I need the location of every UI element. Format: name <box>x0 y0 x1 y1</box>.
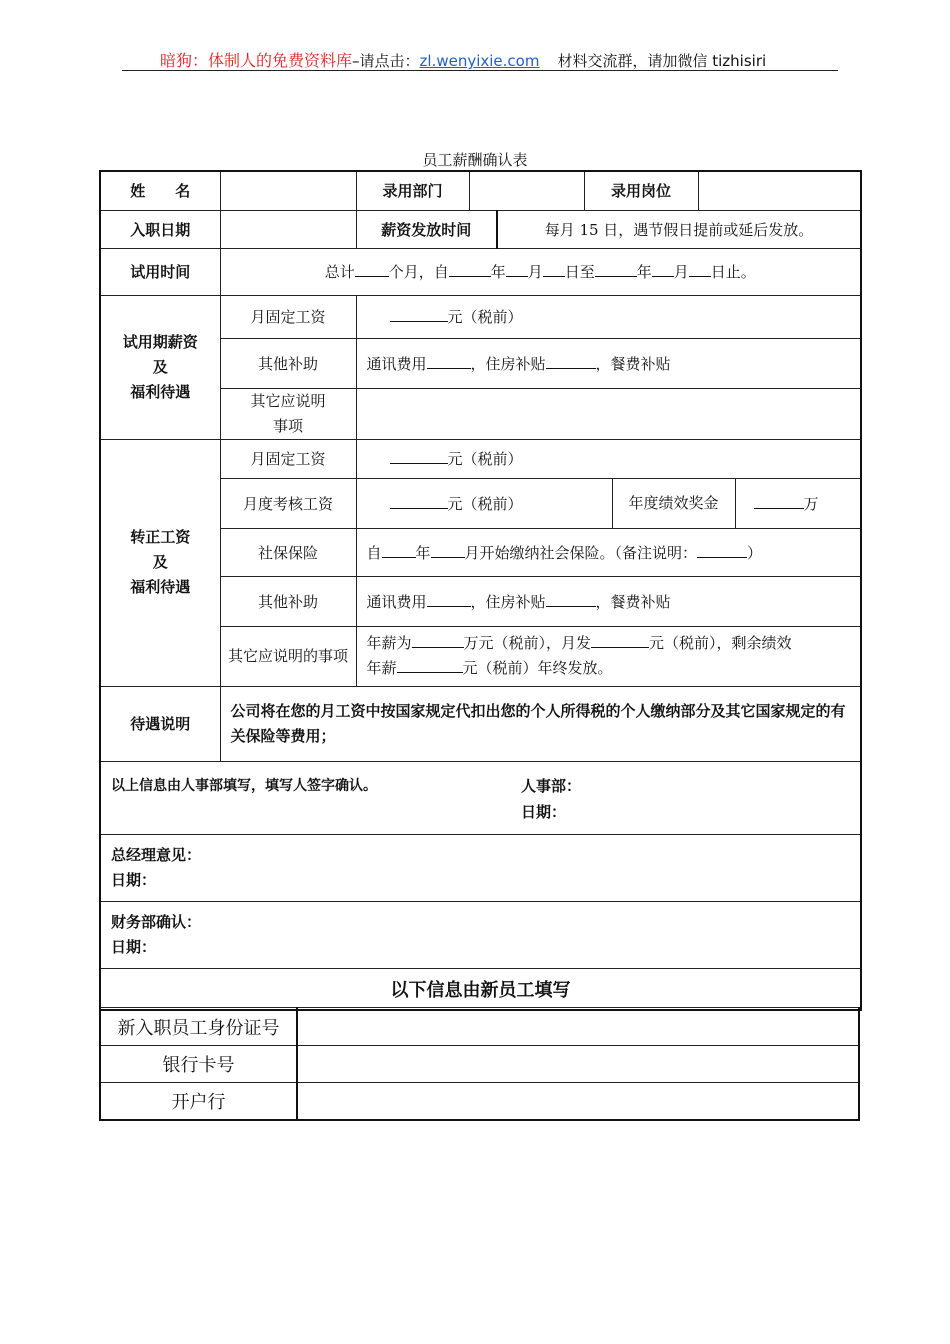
probation-fixed-value <box>356 295 861 338</box>
header-note: 材料交流群，请加微信 tizhisiri <box>557 52 767 70</box>
id-number-field[interactable] <box>297 1008 859 1046</box>
header-prompt: –请点击： <box>352 52 420 70</box>
pt-start-month-blank[interactable] <box>506 262 528 277</box>
name-field[interactable] <box>220 171 356 210</box>
finance-section <box>100 901 861 968</box>
regular-group-label <box>100 439 220 686</box>
pt-month2: 月 <box>673 263 689 281</box>
other-d: 年薪 <box>366 659 397 677</box>
regular-bonus-unit: 万 <box>803 494 819 513</box>
social-a: 自 <box>366 543 382 562</box>
regular-social-label: 社保保险 <box>220 528 356 576</box>
hr-dept: 人事部： <box>521 776 582 795</box>
finance-date: 日期： <box>111 937 157 956</box>
regular-fixed-blank[interactable] <box>390 449 448 464</box>
header-link[interactable]: zl.wenyixie.com <box>419 52 540 70</box>
regular-subsidy-label: 其他补助 <box>220 576 356 626</box>
social-year-blank[interactable] <box>382 543 416 558</box>
probation-other-label: 其它应说明事项 <box>220 388 356 439</box>
regular-bonus-value <box>735 478 861 528</box>
bank-card-field[interactable] <box>297 1046 859 1083</box>
regular-fixed-unit: 元（税前） <box>447 450 523 468</box>
regular-housing-blank[interactable] <box>546 592 596 607</box>
probation-fixed-blank[interactable] <box>390 307 448 322</box>
annual-salary-blank[interactable] <box>412 633 464 648</box>
form-title: 员工薪酬确认表 <box>422 151 528 169</box>
probation-fixed-label: 月固定工资 <box>220 295 356 338</box>
probation-time-value <box>220 248 861 295</box>
other-e: 元（税前）年终发放。 <box>462 659 613 677</box>
salary-confirmation-table <box>99 170 862 1011</box>
gm-section <box>100 834 861 901</box>
regular-bonus-blank[interactable] <box>754 494 804 509</box>
regular-fixed-value <box>356 439 861 478</box>
pt-to: 日至 <box>564 263 595 281</box>
name-label: 姓 名 <box>100 171 220 210</box>
pt-from: 个月，自 <box>388 263 449 281</box>
row-name <box>100 171 861 210</box>
pt-end-year-blank[interactable] <box>595 262 637 277</box>
regular-label-3: 福利待遇 <box>130 578 191 596</box>
other-b: 万元（税前），月发 <box>463 634 592 652</box>
probation-subsidy-b: ，住房补贴 <box>470 354 546 373</box>
treatment-text: 公司将在您的月工资中按国家规定代扣出您的个人所得税的个人缴纳部分及其它国家规定的有关保险等费用； <box>220 686 861 761</box>
hr-section <box>100 761 861 834</box>
regular-fixed-label: 月固定工资 <box>220 439 356 478</box>
pt-year1: 年 <box>490 263 506 281</box>
performance-salary-blank[interactable] <box>397 658 463 673</box>
probation-fixed-unit: 元（税前） <box>447 308 523 326</box>
treatment-label: 待遇说明 <box>100 686 220 761</box>
regular-comm-blank[interactable] <box>427 592 471 607</box>
regular-assess-label: 月度考核工资 <box>220 478 356 528</box>
pay-time-value: 每月 15 日，遇节假日提前或延后发放。 <box>497 210 861 248</box>
row-entry <box>100 210 861 248</box>
pt-total: 总计 <box>324 263 355 281</box>
bank-branch-field[interactable] <box>297 1083 859 1120</box>
row-bank-card <box>100 1046 859 1083</box>
probation-subsidy-label: 其他补助 <box>220 338 356 388</box>
social-month-blank[interactable] <box>431 543 465 558</box>
row-bank-branch <box>100 1083 859 1120</box>
regular-social-value <box>356 528 861 576</box>
pt-start-year-blank[interactable] <box>449 262 491 277</box>
regular-subsidy-value <box>356 576 861 626</box>
post-label: 录用岗位 <box>584 171 698 210</box>
dept-label: 录用部门 <box>356 171 469 210</box>
other-c: 元（税前），剩余绩效 <box>649 634 792 652</box>
hr-note: 以上信息由人事部填写，填写人签字确认。 <box>111 777 377 794</box>
regular-label-1: 转正工资 <box>130 528 191 546</box>
row-probation-time <box>100 248 861 295</box>
post-field[interactable] <box>698 171 861 210</box>
regular-assess-blank[interactable] <box>390 494 448 509</box>
row-finance <box>100 901 861 968</box>
probation-subsidy-value <box>356 338 861 388</box>
row-probation-fixed <box>100 295 861 338</box>
monthly-pay-blank[interactable] <box>591 633 649 648</box>
social-note-blank[interactable] <box>697 543 747 558</box>
entry-date-label: 入职日期 <box>100 210 220 248</box>
row-regular-fixed <box>100 439 861 478</box>
hr-date: 日期： <box>521 802 567 821</box>
pt-start-day-blank[interactable] <box>543 262 565 277</box>
pt-end-day-blank[interactable] <box>689 262 711 277</box>
probation-subsidy-c: ，餐费补贴 <box>595 354 671 373</box>
row-id-number <box>100 1008 859 1046</box>
social-c: 月开始缴纳社会保险。（备注说明： <box>464 543 698 562</box>
regular-assess-value <box>356 478 612 528</box>
row-employee-heading <box>100 968 861 1010</box>
row-treatment <box>100 686 861 761</box>
probation-label-3: 福利待遇 <box>130 382 191 401</box>
pt-year2: 年 <box>636 263 652 281</box>
pay-time-label: 薪资发放时间 <box>356 210 497 248</box>
social-b: 年 <box>415 543 431 562</box>
regular-other-value <box>356 626 861 686</box>
probation-subsidy-a: 通讯费用 <box>366 354 427 373</box>
header-brand: 暗狗：体制人的免费资料库 <box>160 51 353 70</box>
pt-end-month-blank[interactable] <box>652 262 674 277</box>
probation-time-label: 试用时间 <box>100 248 220 295</box>
bank-card-label: 银行卡号 <box>100 1046 297 1083</box>
dept-field[interactable] <box>469 171 584 210</box>
finance-confirm: 财务部确认： <box>111 912 202 931</box>
entry-date-field[interactable] <box>220 210 356 248</box>
pt-end: 日止。 <box>710 263 756 281</box>
employee-heading: 以下信息由新员工填写 <box>100 968 861 1010</box>
pt-month1: 月 <box>527 263 543 281</box>
regular-label-2: 及 <box>152 553 168 571</box>
probation-comm-blank[interactable] <box>427 354 471 369</box>
employee-info-table <box>99 1007 860 1121</box>
regular-subsidy-c: ，餐费补贴 <box>595 592 671 611</box>
probation-label-1: 试用期薪资 <box>122 332 198 351</box>
page-header <box>122 44 838 71</box>
regular-bonus-label: 年度绩效奖金 <box>612 478 735 528</box>
probation-group-label <box>100 295 220 439</box>
id-number-label: 新入职员工身份证号 <box>100 1008 297 1046</box>
gm-date: 日期： <box>111 870 157 889</box>
regular-other-label: 其它应说明的事项 <box>220 626 356 686</box>
probation-other-field[interactable] <box>356 388 861 439</box>
gm-opinion: 总经理意见： <box>111 845 202 864</box>
regular-subsidy-b: ，住房补贴 <box>470 592 546 611</box>
regular-assess-unit: 元（税前） <box>447 494 523 513</box>
regular-subsidy-a: 通讯费用 <box>366 592 427 611</box>
other-a: 年薪为 <box>366 634 412 652</box>
row-gm <box>100 834 861 901</box>
row-hr <box>100 761 861 834</box>
social-d: ） <box>747 543 763 562</box>
pt-months-blank[interactable] <box>355 262 389 277</box>
bank-branch-label: 开户行 <box>100 1083 297 1120</box>
probation-housing-blank[interactable] <box>546 354 596 369</box>
probation-label-2: 及 <box>152 357 168 376</box>
